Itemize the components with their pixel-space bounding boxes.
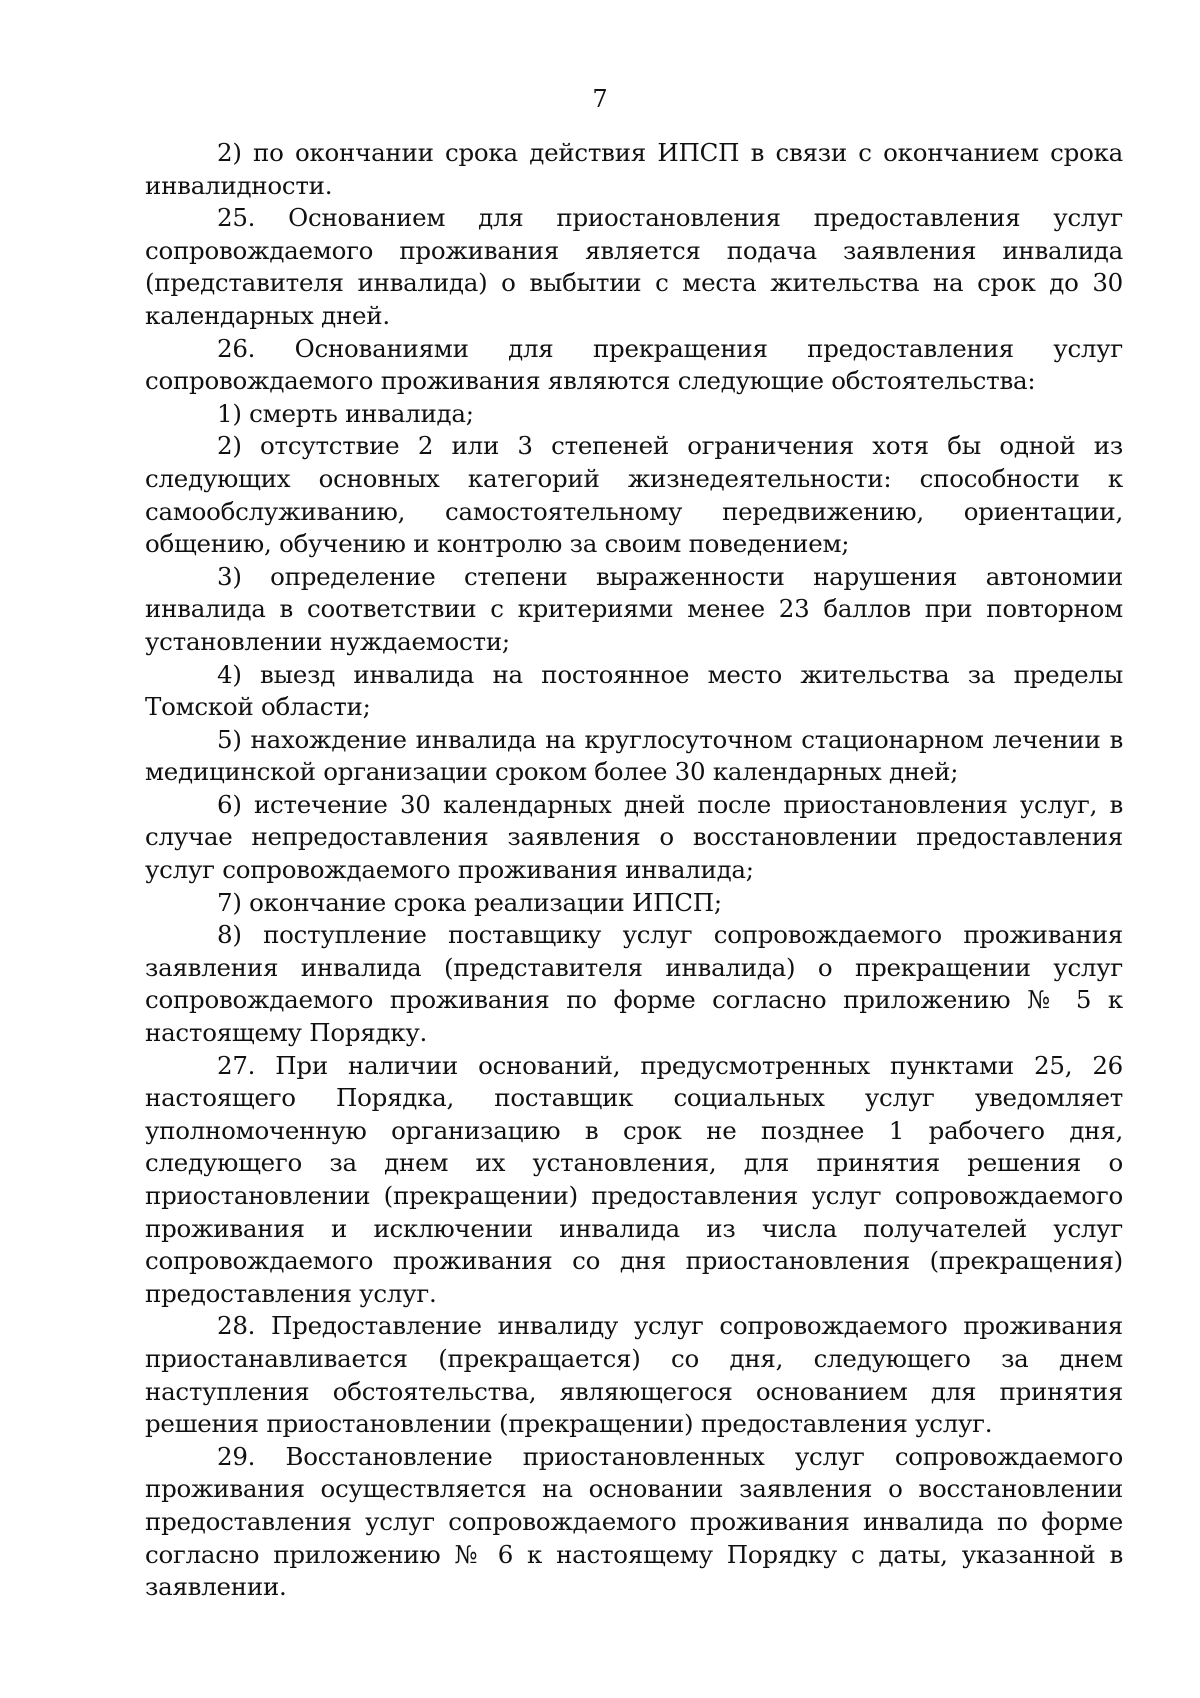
paragraph-27: 27. При наличии оснований, предусмотренных пунктами 25, 26 настоящего Порядка, поставщик социальных услуг уведомляет уполномоченную организацию в срок не позднее 1 рабочего дня, следующего за днем их установления, для принятия решения о приостановлении (прекращении) предоставления услуг сопровождаемого проживания и исключении инвалида из числа получателей услуг сопровождаемого проживания со дня приостановления (прекращения) предоставления услуг. [145,1050,1123,1308]
list-item-1: 1) смерть инвалида; [217,398,474,428]
page-number: 7 [592,85,608,113]
paragraph-item-2-expiry: 2) по окончании срока действия ИПСП в связи с окончанием срока инвалидности. [145,138,1123,200]
paragraph-25: 25. Основанием для приостановления предоставления услуг сопровождаемого проживания является подача заявления инвалида (представителя инвалида) о выбытии с места жительства на срок до 30 календарных дней. [145,203,1123,330]
list-item-8: 8) поступление поставщику услуг сопровождаемого проживания заявления инвалида (представителя инвалида) о прекращении услуг сопровождаемого проживания по форме согласно приложению № 5 к настоящему Порядку. [145,920,1123,1048]
list-item-7: 7) окончание срока реализации ИПСП; [217,887,722,917]
document-body [145,137,1123,1604]
paragraph-26: 26. Основаниями для прекращения предоставления услуг сопровождаемого проживания являются следующие обстоятельства: [145,333,1123,396]
list-item-6: 6) истечение 30 календарных дней после приостановления услуг, в случае непредоставления заявления о восстановлении предоставления услуг сопровождаемого проживания инвалида; [145,789,1123,885]
paragraph-28: 28. Предоставление инвалиду услуг сопровождаемого проживания приостанавливается (прекращается) со дня, следующего за днем наступления обстоятельства, являющегося основанием для принятия решения приостановлении (прекращении) предоставления услуг. [145,1311,1123,1439]
list-item-5: 5) нахождение инвалида на круглосуточном стационарном лечении в медицинской организации сроком более 30 календарных дней; [145,724,1123,787]
list-item-2: 2) отсутствие 2 или 3 степеней ограничения хотя бы одной из следующих основных категорий жизнедеятельности: способности к самообслуживанию, самостоятельному передвижению, ориентации, общению, обучению и контролю за своим поведением; [145,431,1123,559]
list-item-4: 4) выезд инвалида на постоянное место жительства за пределы Томской области; [145,659,1123,722]
list-item-3: 3) определение степени выраженности нарушения автономии инвалида в соответствии с критериями менее 23 баллов при повторном установлении нуждаемости; [145,561,1123,656]
paragraph-29: 29. Восстановление приостановленных услуг сопровождаемого проживания осуществляется на основании заявления о восстановлении предоставления услуг сопровождаемого проживания инвалида по форме согласно приложению № 6 к настоящему Порядку с даты, указанной в заявлении. [145,1441,1123,1602]
